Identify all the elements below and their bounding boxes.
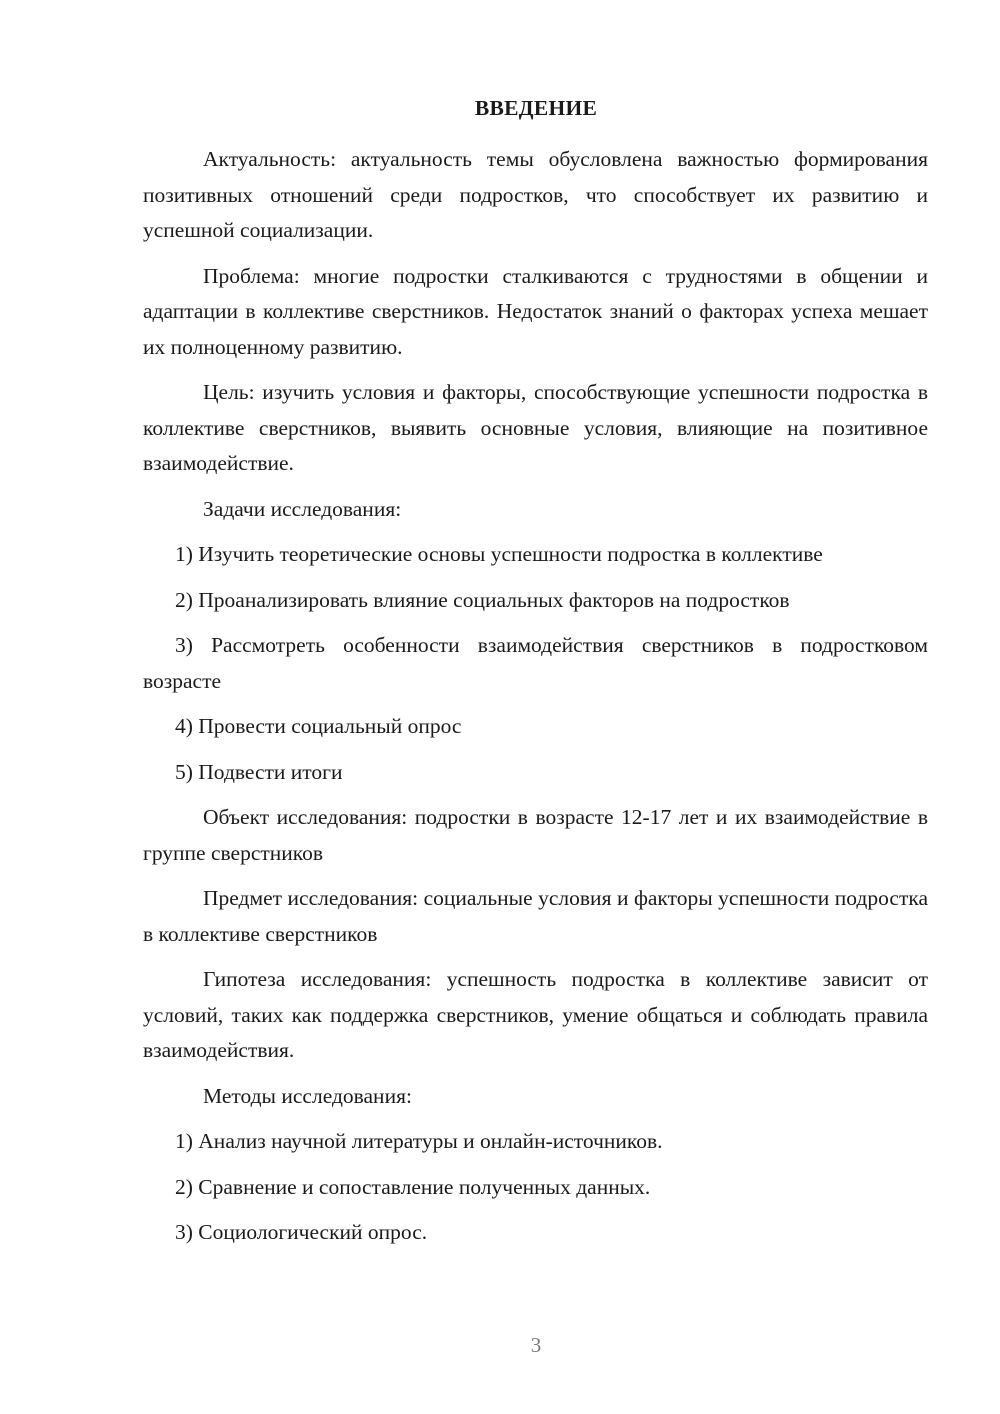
task-item-2: 2) Проанализировать влияние социальных факторов на подростков: [175, 587, 790, 612]
subject-paragraph: Предмет исследования: социальные условия и факторы успешности подростка в коллективе сверстников: [143, 886, 928, 946]
document-body: [143, 142, 928, 1261]
page-title: ВВЕДЕНИЕ: [474, 96, 598, 120]
object-paragraph: Объект исследования: подростки в возрасте 12-17 лет и их взаимодействие в группе сверстников: [143, 805, 928, 865]
task-item-5: 5) Подвести итоги: [175, 759, 343, 784]
page-number: 3: [530, 1333, 542, 1357]
method-item-3: 3) Социологический опрос.: [175, 1220, 428, 1244]
method-item-2: 2) Сравнение и сопоставление полученных данных.: [175, 1174, 651, 1199]
tasks-heading: Задачи исследования:: [203, 496, 402, 521]
problem-paragraph: Проблема: многие подростки сталкиваются с трудностями в общении и адаптации в коллективе сверстников. Недостаток знаний о факторах успеха мешает их полноценному развитию.: [143, 263, 928, 359]
hypothesis-paragraph: Гипотеза исследования: успешность подростка в коллективе зависит от условий, таких как поддержка сверстников, умение общаться и соблюдать правила взаимодействия.: [143, 967, 928, 1062]
goal-paragraph: Цель: изучить условия и факторы, способствующие успешности подростка в коллективе сверстников, выявить основные условия, влияющие на позитивное взаимодействие.: [143, 380, 928, 475]
method-item-1: 1) Анализ научной литературы и онлайн-источников.: [175, 1129, 663, 1153]
task-item-1: 1) Изучить теоретические основы успешности подростка в коллективе: [175, 542, 823, 566]
task-item-3: 3) Рассмотреть особенности взаимодействия сверстников в подростковом возрасте: [143, 633, 928, 693]
methods-heading: Методы исследования:: [203, 1083, 412, 1108]
task-item-4: 4) Провести социальный опрос: [175, 714, 462, 738]
relevance-paragraph: Актуальность: актуальность темы обусловлена важностью формирования позитивных отношений среди подростков, что способствует их развитию и успешной социализации.: [143, 147, 928, 242]
